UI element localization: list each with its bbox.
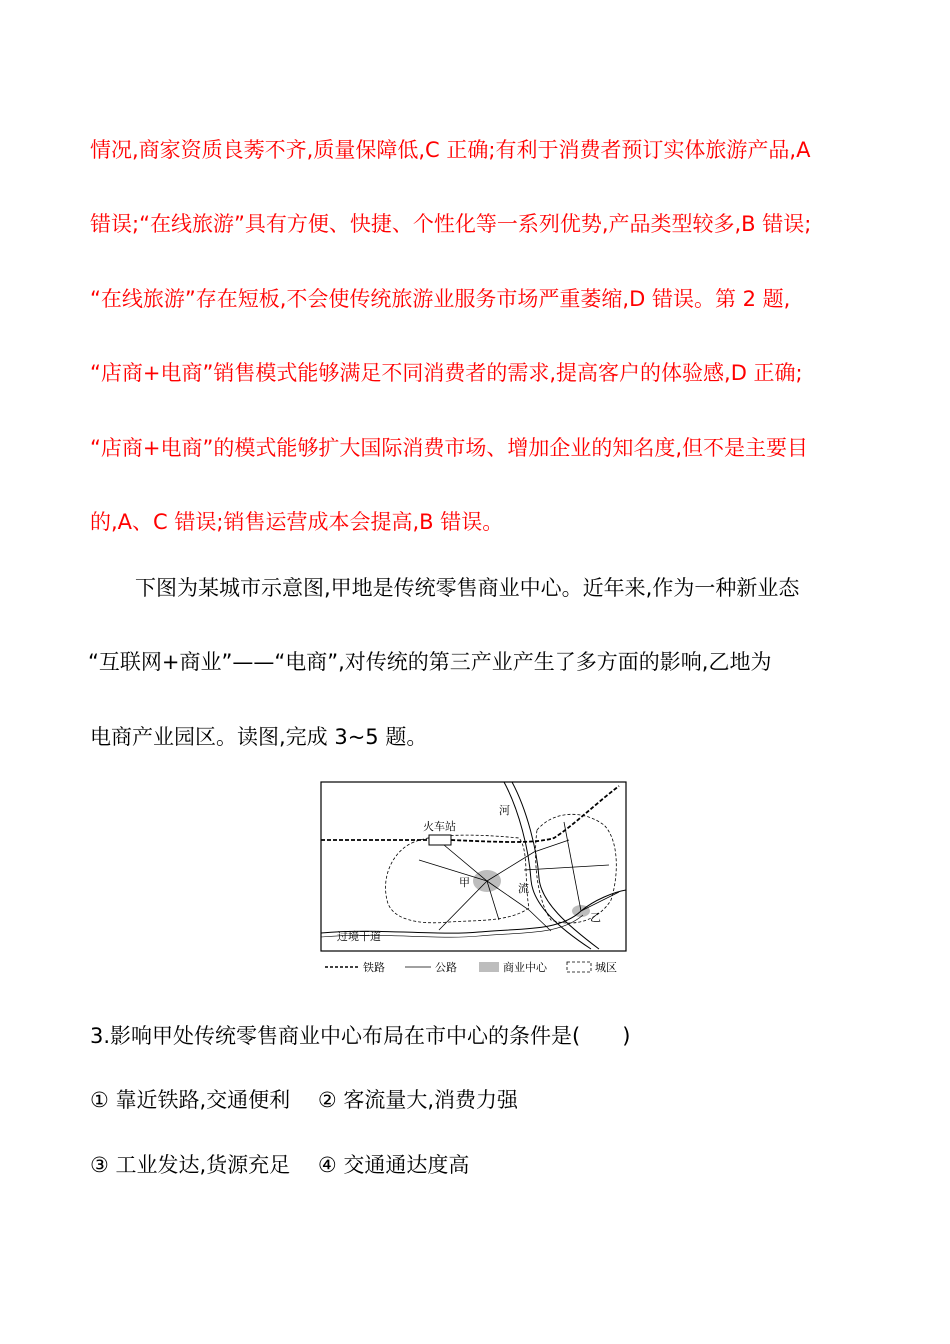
answer-line-6: 的,A、C 错误;销售运营成本会提高,B 错误。	[90, 510, 504, 534]
legend-urban-label: 城区	[595, 961, 617, 974]
question-options-row-1: ① 靠近铁路,交通便利 ② 客流量大,消费力强	[90, 1088, 519, 1112]
legend-urban-symbol	[567, 962, 591, 972]
station-label: 火车站	[423, 820, 456, 833]
jia-label: 甲	[459, 876, 470, 889]
question-stem: 3.影响甲处传统零售商业中心布局在市中心的条件是( )	[90, 1024, 631, 1048]
answer-line-5: “店商+电商”的模式能够扩大国际消费市场、增加企业的知名度,但不是主要目	[90, 436, 809, 460]
answer-line-4: “店商+电商”销售模式能够满足不同消费者的需求,提高客户的体验感,D 正确;	[90, 361, 803, 385]
city-map	[319, 780, 631, 980]
legend-commercial-symbol	[479, 962, 499, 972]
river-label-1: 河	[499, 804, 510, 817]
train-station	[429, 835, 451, 845]
legend-road-label: 公路	[435, 961, 457, 974]
river-label-2: 流	[518, 882, 529, 895]
highway-label: 过境干道	[337, 930, 381, 943]
answer-line-1: 情况,商家资质良莠不齐,质量保障低,C 正确;有利于消费者预订实体旅游产品,A	[90, 138, 811, 162]
legend-railway-label: 铁路	[363, 961, 385, 974]
question-options-row-2: ③ 工业发达,货源充足 ④ 交通通达度高	[90, 1153, 470, 1177]
passage-line-3: 电商产业园区。读图,完成 3~5 题。	[90, 725, 428, 749]
answer-line-2: 错误;“在线旅游”具有方便、快捷、个性化等一系列优势,产品类型较多,B 错误;	[90, 212, 812, 236]
passage-line-1: 下图为某城市示意图,甲地是传统零售商业中心。近年来,作为一种新业态	[135, 576, 800, 600]
legend-commercial-label: 商业中心	[503, 961, 547, 974]
yi-label: 乙	[590, 911, 601, 924]
answer-line-3: “在线旅游”存在短板,不会使传统旅游业服务市场严重萎缩,D 错误。第 2 题,	[90, 287, 791, 311]
passage-line-2: “互联网+商业”——“电商”,对传统的第三产业产生了多方面的影响,乙地为	[88, 650, 772, 674]
